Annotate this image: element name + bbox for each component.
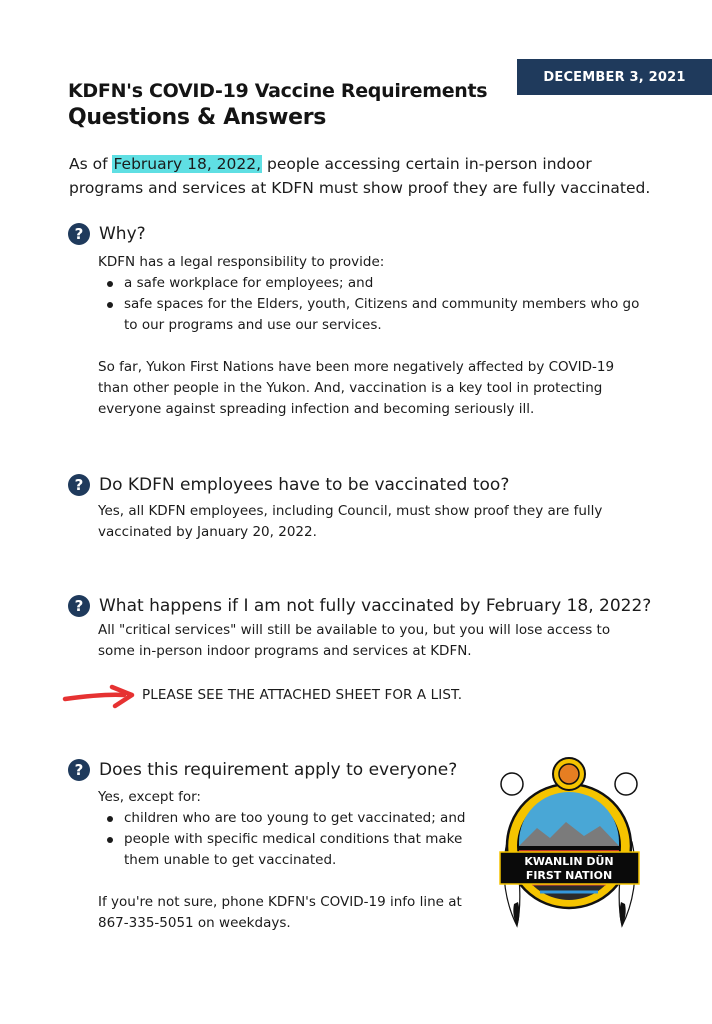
question-3-heading [68, 595, 651, 617]
question-circle-icon: ? [68, 223, 90, 245]
list-item: people with specific medical conditions that make them unable to get vaccinated. [98, 829, 483, 871]
question-4-heading [68, 759, 457, 781]
date-banner: DECEMBER 3, 2021 [517, 59, 712, 95]
attached-sheet-note: PLEASE SEE THE ATTACHED SHEET FOR A LIST. [142, 687, 463, 703]
question-4-text: Does this requirement apply to everyone? [99, 760, 458, 780]
question-1-heading [68, 223, 146, 245]
logo-line-1: KWANLIN DÜN [524, 855, 614, 868]
answer-1-paragraph: So far, Yukon First Nations have been more negatively affected by COVID-19 than other people in the Yukon. And, vaccination is a key tool in protecting everyone against spreading infection and becoming seriously ill. [98, 359, 615, 417]
answer-4-lead: Yes, except for: [98, 789, 201, 805]
answer-3-paragraph: All "critical services" will still be available to you, but you will lose access to some in-person indoor programs and services at KDFN. [98, 622, 611, 659]
question-circle-icon: ? [68, 759, 90, 781]
title-line-1: KDFN's COVID-19 Vaccine Requirements [68, 80, 488, 102]
answer-4-paragraph: If you're not sure, phone KDFN's COVID-19 info line at 867-335-5051 on weekdays. [98, 894, 462, 931]
answer-3 [98, 620, 638, 662]
answer-2 [98, 501, 628, 543]
question-1-text: Why? [99, 224, 146, 244]
title-line-2: Questions & Answers [68, 105, 327, 130]
answer-1-list [98, 273, 643, 336]
question-2-heading [68, 474, 509, 496]
list-item: safe spaces for the Elders, youth, Citizens and community members who go to our programs and use our services. [98, 294, 643, 336]
page-title [68, 79, 487, 132]
question-circle-icon: ? [68, 595, 90, 617]
question-2-text: Do KDFN employees have to be vaccinated too? [99, 475, 510, 495]
answer-1-lead: KDFN has a legal responsibility to provide: [98, 254, 385, 270]
answer-4-list [98, 808, 483, 871]
kwanlin-dun-logo [492, 754, 647, 932]
answer-2-paragraph: Yes, all KDFN employees, including Council, must show proof they are fully vaccinated by January 20, 2022. [98, 503, 603, 540]
intro-paragraph [69, 152, 669, 200]
question-circle-icon: ? [68, 474, 90, 496]
intro-after: people accessing certain in-person indoor programs and services at KDFN must show proof they are fully vaccinated. [69, 155, 651, 197]
red-arrow-icon [62, 684, 138, 710]
answer-1 [98, 252, 643, 420]
question-3-text: What happens if I am not fully vaccinated by February 18, 2022? [99, 596, 652, 616]
logo-line-2: FIRST NATION [525, 869, 613, 882]
list-item: a safe workplace for employees; and [98, 273, 643, 294]
answer-4 [98, 787, 483, 934]
list-item: children who are too young to get vaccinated; and [98, 808, 483, 829]
intro-before: As of [69, 155, 113, 173]
intro-highlight-date: February 18, 2022, [113, 155, 262, 173]
